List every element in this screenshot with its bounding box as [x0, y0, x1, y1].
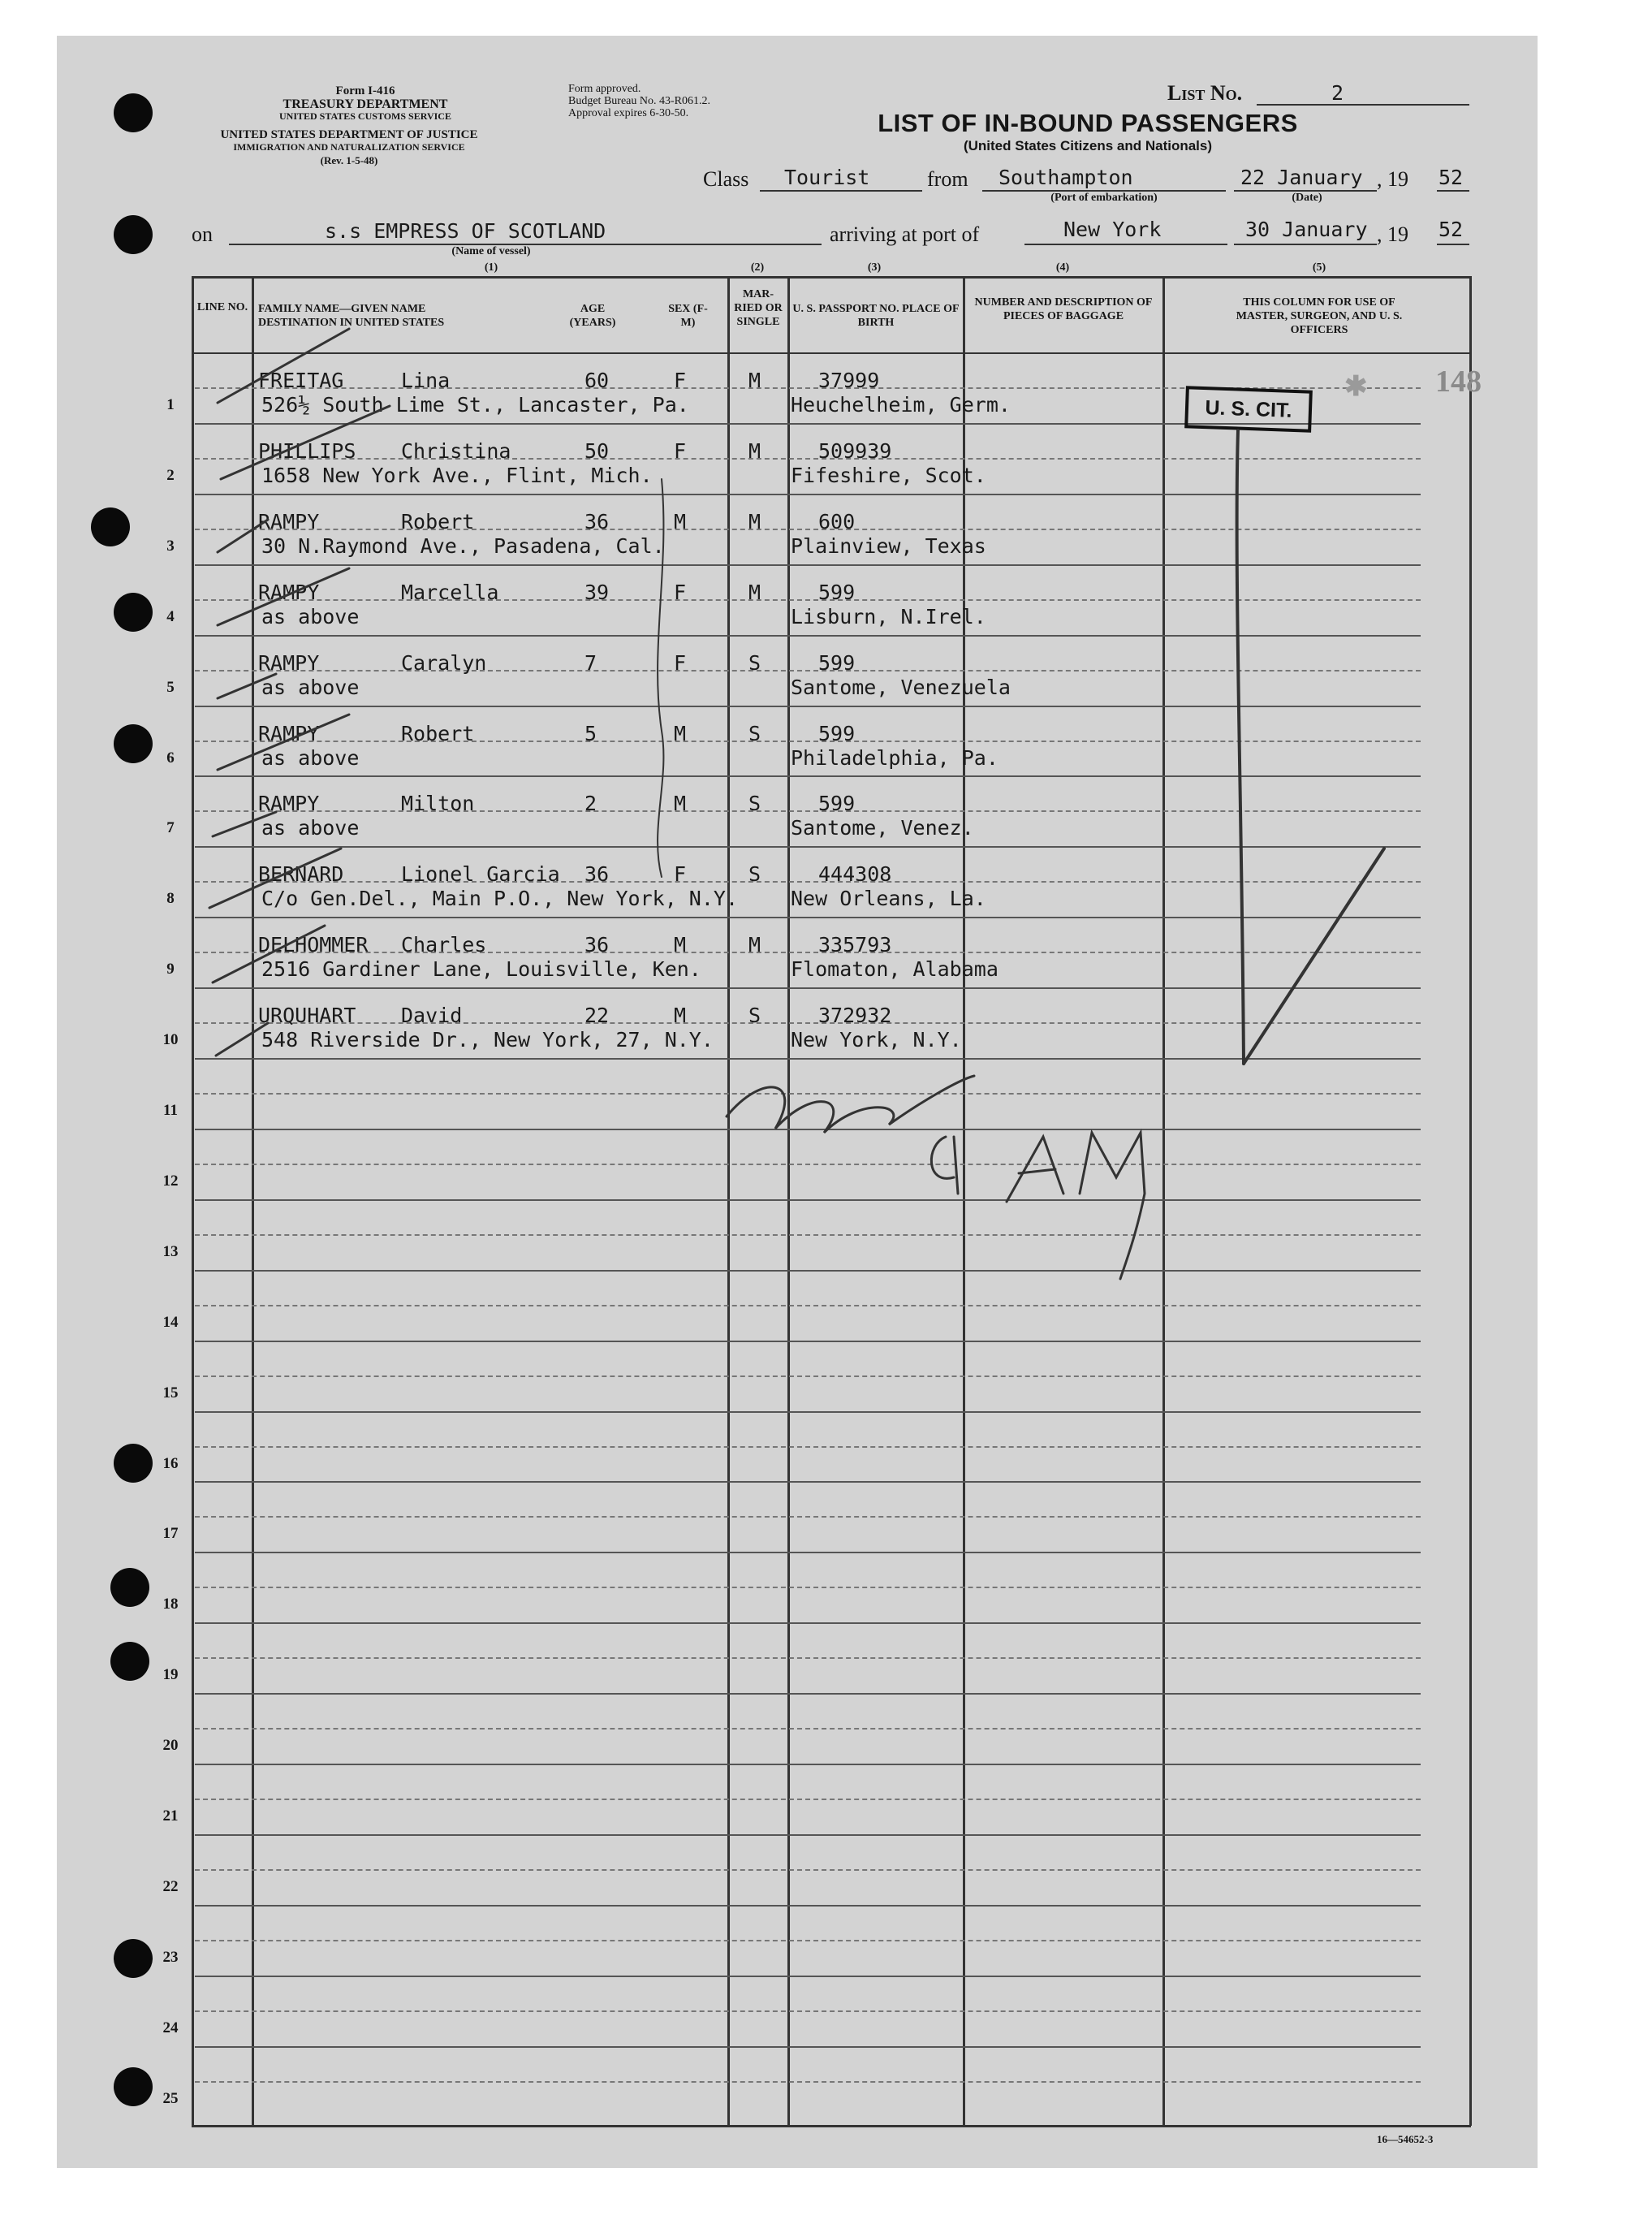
- header-married: MAR- RIED OR SINGLE: [734, 288, 783, 328]
- passenger-family: RAMPY: [258, 509, 320, 533]
- line-number: 4: [166, 607, 175, 625]
- port-caption: (Port of embarkation): [1050, 192, 1158, 204]
- time-note-9: [931, 1137, 958, 1194]
- line-number: 10: [162, 1031, 179, 1049]
- col-number-3: (3): [867, 261, 882, 274]
- year-1: 52: [1438, 166, 1464, 189]
- passenger-address: 526½ South Lime St., Lancaster, Pa.: [261, 393, 689, 417]
- large-check-tail: [1244, 849, 1384, 1064]
- line-number: 12: [162, 1172, 179, 1190]
- line-number: 18: [162, 1596, 179, 1613]
- passenger-age: 36: [584, 933, 610, 957]
- check-mark-row-5: [218, 674, 276, 698]
- check-mark-row-3: [218, 520, 268, 552]
- passenger-family: BERNARD: [258, 862, 344, 887]
- header-baggage: NUMBER AND DESCRIPTION OF PIECES OF BAGGAGE: [974, 296, 1153, 322]
- header-passport: U. S. PASSPORT NO. PLACE OF BIRTH: [792, 303, 960, 329]
- passenger-passport: 599: [818, 721, 856, 745]
- line-number: 9: [166, 961, 175, 978]
- passenger-address: C/o Gen.Del., Main P.O., New York, N.Y.: [261, 887, 738, 911]
- passenger-birth: Fifeshire, Scot.: [791, 463, 986, 487]
- passenger-age: 36: [584, 862, 610, 887]
- line-number: 6: [166, 749, 175, 767]
- passenger-sex: F: [674, 438, 687, 463]
- passenger-passport: 444308: [818, 862, 892, 887]
- passenger-given: Caralyn: [401, 650, 487, 675]
- passenger-family: PHILLIPS: [258, 438, 356, 463]
- passenger-birth: New York, N.Y.: [791, 1028, 962, 1052]
- passenger-birth: New Orleans, La.: [791, 887, 986, 911]
- col-number-4: (4): [1055, 261, 1070, 274]
- passenger-birth: Heuchelheim, Germ.: [791, 393, 1011, 417]
- passenger-given: Marcella: [401, 580, 499, 604]
- treasury-dept: TREASURY DEPARTMENT: [283, 97, 448, 111]
- check-mark-row-9: [213, 926, 325, 982]
- line-number: 25: [162, 2089, 179, 2107]
- list-no-value: 2: [1331, 81, 1344, 105]
- on-label: on: [192, 222, 213, 246]
- passenger-address: as above: [261, 604, 360, 628]
- page-subtitle: (United States Citizens and Nationals): [963, 138, 1213, 153]
- check-mark-row-4: [218, 568, 349, 625]
- passenger-given: Lionel Garcia: [401, 862, 560, 887]
- family-bracket: [658, 479, 663, 877]
- line-number: 15: [162, 1384, 179, 1401]
- from-label: from: [927, 167, 968, 191]
- passenger-family: DELHOMMER: [258, 933, 369, 957]
- us-citizen-stamp: U. S. CIT.: [1184, 386, 1313, 432]
- passenger-age: 60: [584, 369, 610, 392]
- vessel-name: s.s EMPRESS OF SCOTLAND: [325, 219, 606, 243]
- passenger-sex: M: [674, 509, 687, 533]
- passenger-married: S: [748, 650, 761, 675]
- passenger-passport: 372932: [818, 1004, 892, 1028]
- passenger-given: Charles: [401, 933, 487, 957]
- passenger-age: 7: [584, 650, 597, 675]
- passenger-married: S: [748, 721, 761, 745]
- check-mark-row-2: [221, 406, 390, 479]
- passenger-given: Lina: [401, 369, 451, 392]
- passenger-address: 2516 Gardiner Lane, Louisville, Ken.: [261, 957, 701, 982]
- passenger-birth: Lisburn, N.Irel.: [791, 604, 986, 628]
- passenger-address: 30 N.Raymond Ave., Pasadena, Cal.: [261, 533, 665, 558]
- passenger-given: Milton: [401, 792, 475, 816]
- passenger-married: M: [748, 369, 761, 392]
- passenger-given: Robert: [401, 721, 475, 745]
- passenger-sex: F: [674, 369, 687, 392]
- check-mark-row-10: [216, 1023, 268, 1056]
- ins-service: IMMIGRATION AND NATURALIZATION SERVICE: [233, 141, 465, 153]
- passenger-given: Robert: [401, 509, 475, 533]
- form-number: Form I-416: [335, 84, 395, 97]
- vessel-caption: (Name of vessel): [451, 245, 531, 257]
- header-officers: THIS COLUMN FOR USE OF MASTER, SURGEON, AND U. S. OFFICERS: [1236, 296, 1403, 336]
- passenger-given: Christina: [401, 438, 511, 463]
- customs-service: UNITED STATES CUSTOMS SERVICE: [279, 110, 451, 122]
- class-value: Tourist: [784, 166, 870, 189]
- passenger-married: M: [748, 509, 761, 533]
- col-number-1: (1): [484, 261, 498, 274]
- header-destination: DESTINATION IN UNITED STATES: [258, 317, 445, 329]
- line-number: 17: [162, 1525, 179, 1543]
- approval-block: Form approved. Budget Bureau No. 43-R061.2. Approval expires 6-30-50.: [568, 83, 710, 119]
- line-number: 11: [163, 1102, 178, 1119]
- header-name: FAMILY NAME—GIVEN NAME: [258, 303, 426, 315]
- passenger-passport: 37999: [818, 369, 880, 392]
- line-number: 19: [162, 1666, 179, 1684]
- passenger-address: 1658 New York Ave., Flint, Mich.: [261, 463, 653, 487]
- line-number: 22: [162, 1877, 179, 1895]
- header-age: AGE (YEARS): [569, 303, 616, 329]
- passenger-passport: 599: [818, 580, 856, 604]
- line-number: 5: [166, 678, 175, 696]
- line-number: 1: [166, 396, 175, 413]
- line-number: 8: [166, 890, 175, 908]
- line-number: 20: [162, 1737, 179, 1755]
- large-check-stroke: [1237, 430, 1244, 1064]
- passenger-address: 548 Riverside Dr., New York, 27, N.Y.: [261, 1028, 714, 1052]
- year-prefix-1: , 19: [1377, 167, 1408, 191]
- form-code: 16—54652-3: [1377, 2133, 1434, 2145]
- justice-dept: UNITED STATES DEPARTMENT OF JUSTICE: [220, 128, 478, 141]
- passenger-family: RAMPY: [258, 580, 320, 604]
- time-note-a: [1007, 1137, 1063, 1202]
- passenger-sex: F: [674, 580, 687, 604]
- passenger-passport: 509939: [818, 438, 892, 463]
- line-number: 2: [166, 466, 175, 484]
- page-title: LIST OF IN-BOUND PASSENGERS: [878, 109, 1298, 137]
- header-sex: SEX (F-M): [668, 303, 708, 329]
- passenger-family: RAMPY: [258, 792, 320, 816]
- passenger-passport: 599: [818, 792, 856, 816]
- date-caption: (Date): [1292, 192, 1322, 204]
- passenger-sex: F: [674, 862, 687, 887]
- col-number-5: (5): [1312, 261, 1326, 274]
- line-number: 16: [162, 1454, 179, 1472]
- passenger-birth: Philadelphia, Pa.: [791, 745, 999, 770]
- stamp-number: 148: [1435, 365, 1482, 399]
- arrival-port: New York: [1063, 218, 1162, 241]
- revision: (Rev. 1-5-48): [320, 154, 378, 166]
- passenger-family: URQUHART: [258, 1004, 356, 1028]
- passenger-address: as above: [261, 675, 360, 699]
- from-value: Southampton: [999, 166, 1133, 189]
- passenger-age: 5: [584, 721, 597, 745]
- passenger-birth: Santome, Venez.: [791, 816, 974, 840]
- passenger-married: M: [748, 438, 761, 463]
- departure-date: 22 January: [1240, 166, 1363, 189]
- passenger-passport: 600: [818, 509, 856, 533]
- check-mark-row-6: [218, 715, 349, 770]
- arrival-date: 30 January: [1245, 218, 1368, 241]
- line-number: 7: [166, 819, 175, 837]
- line-number: 21: [162, 1807, 179, 1825]
- passenger-age: 50: [584, 438, 610, 463]
- col-number-2: (2): [750, 261, 765, 274]
- passenger-age: 36: [584, 509, 610, 533]
- passenger-address: as above: [261, 745, 360, 770]
- year-2: 52: [1438, 218, 1464, 241]
- passenger-birth: Santome, Venezuela: [791, 675, 1011, 699]
- line-number: 23: [162, 1948, 179, 1966]
- check-mark-row-8: [209, 849, 344, 908]
- line-number: 14: [162, 1313, 179, 1331]
- passenger-sex: M: [674, 1004, 687, 1028]
- passenger-age: 22: [584, 1004, 610, 1028]
- passenger-age: 39: [584, 580, 610, 604]
- arriving-label: arriving at port of: [830, 222, 980, 246]
- passenger-family: RAMPY: [258, 650, 320, 675]
- passenger-passport: 599: [818, 650, 856, 675]
- line-number: 3: [166, 537, 175, 555]
- passenger-address: as above: [261, 816, 360, 840]
- passenger-sex: F: [674, 650, 687, 675]
- list-no-label: List No.: [1167, 81, 1243, 105]
- passenger-married: M: [748, 933, 761, 957]
- passenger-given: David: [401, 1004, 463, 1028]
- passenger-married: M: [748, 580, 761, 604]
- check-mark-row-7: [213, 812, 276, 836]
- passenger-passport: 335793: [818, 933, 892, 957]
- time-note-m: [1080, 1133, 1145, 1279]
- passenger-age: 2: [584, 792, 597, 816]
- passenger-sex: M: [674, 933, 687, 957]
- passenger-married: S: [748, 1004, 761, 1028]
- passenger-family: FREITAG: [258, 369, 344, 392]
- passenger-birth: Flomaton, Alabama: [791, 957, 999, 982]
- year-prefix-2: , 19: [1377, 222, 1408, 246]
- passenger-married: S: [748, 862, 761, 887]
- check-mark-row-1: [218, 329, 349, 403]
- passenger-sex: M: [674, 721, 687, 745]
- header-line-no: LINE NO.: [196, 301, 248, 313]
- passenger-sex: M: [674, 792, 687, 816]
- passenger-birth: Plainview, Texas: [791, 533, 986, 558]
- inspector-signature: [727, 1076, 974, 1133]
- faint-stamp-mark: ✱: [1344, 371, 1368, 402]
- line-number: 13: [162, 1242, 179, 1260]
- passenger-married: S: [748, 792, 761, 816]
- line-number: 24: [162, 2019, 179, 2036]
- passenger-family: RAMPY: [258, 721, 320, 745]
- class-label: Class: [703, 167, 749, 191]
